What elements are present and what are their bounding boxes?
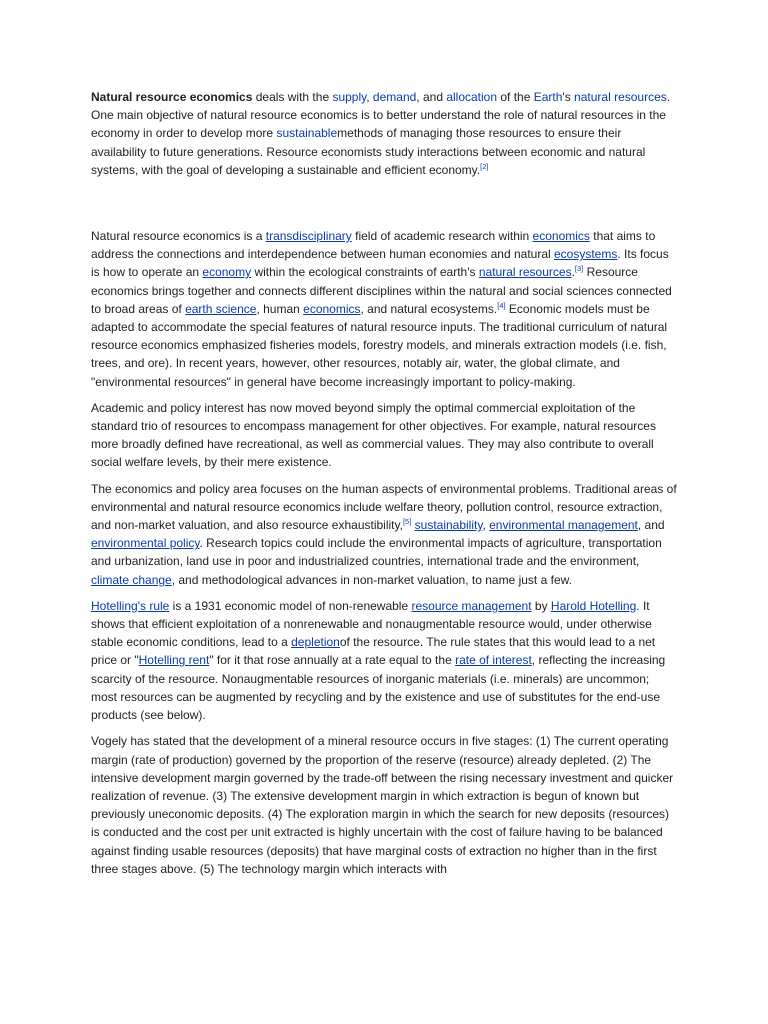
link-earth[interactable]: Earth: [533, 90, 563, 104]
link-ecosystems[interactable]: ecosystems: [554, 247, 618, 262]
paragraph-hotelling: Hotelling's rule is a 1931 economic model of non-renewable resource management by Harold Hotelling. It shows that efficient exploitation of a nonrenewable and nonaugmentable resource would, under otherwise stable economic conditions, lead to a depletionof the resource. The rule states that this would lead to a net price or "Hotelling rent" for it that rose annually at a rate equal to the rate of interest, reflecting the increasing scarcity of the resource. Nonaugmentable resources of inorganic materials (i.e. minerals) are uncommon; most resources can be augmented by recycling and by the existence and use of substitutes for the end-use products (see below).: [91, 598, 666, 723]
paragraph-intro: Natural resource economics deals with the supply, demand, and allocation of the Earth's natural resources. One main objective of natural resource economics is to better understand the role of natural resources in the economy in order to develop more sustainablemethods of managing those resources to ensure their availability to future generations. Resource economists study interactions between economic and natural systems, with the goal of developing a sustainable and efficient economy.[2]: [91, 90, 671, 177]
article-subject: Natural resource economics: [91, 90, 253, 104]
citation-5[interactable]: [5]: [402, 517, 412, 527]
citation-3[interactable]: [3]: [574, 264, 584, 274]
link-environmental-policy[interactable]: environmental policy: [91, 536, 200, 551]
link-hotelling-rent[interactable]: Hotelling rent: [138, 653, 210, 668]
paragraph-vogely: Vogely has stated that the development of a mineral resource occurs in five stages: (1) The current operating margin (rate of production) governed by the proportion of the reserve (resource) already depleted. (2) The intensive development margin governed by the trade-off between the rising necessary investment and quicker realization of revenue. (3) The extensive development margin in which extraction is begun of known but previously uneconomic deposits. (4) The exploration margin in which the search for new deposits (resources) is conducted and the cost per unit extracted is highly uncertain with the cost of failure having to be balanced against finding usable resources (deposits) that have marginal costs of extraction no higher than in the first three stages above. (5) The technology margin which interacts with: [91, 734, 674, 876]
paragraph-policy-area: The economics and policy area focuses on the human aspects of environmental problems. Traditional areas of environmental and natural resource economics include welfare theory, pollution control, resource extraction, and non-market valuation, and also resource exhaustibility,[5] sustainability, environmental management, and environmental policy. Research topics could include the environmental impacts of agriculture, transportation and urbanization, land use in poor and industrialized countries, international trade and the environment, climate change, and methodological advances in non-market valuation, to name just a few.: [91, 481, 677, 587]
citation-4[interactable]: [4]: [497, 300, 506, 310]
paragraph-overview: Natural resource economics is a transdisciplinary field of academic research within economics that aims to address the connections and interdependence between human economies and natural ecosystems. Its focus is how to operate an economy within the ecological constraints of earth's natural resources.[3] Resource economics brings together and connects different disciplines within the natural and social sciences connected to broad areas of earth science, human economics, and natural ecosystems.[4] Economic models must be adapted to accommodate the special features of natural resource inputs. The traditional curriculum of natural resource economics emphasized fisheries models, forestry models, and minerals extraction models (i.e. fish, trees, and ore). In recent years, however, other resources, notably air, water, the global climate, and "environmental resources" in general have become increasingly important to policy-making.: [91, 229, 672, 389]
link-depletion[interactable]: depletion: [291, 635, 340, 650]
link-economics-2[interactable]: economics: [303, 301, 361, 316]
link-natural-resources-2[interactable]: natural resources: [478, 265, 572, 280]
link-hotellings-rule[interactable]: Hotelling's rule: [91, 598, 170, 613]
link-rate-of-interest[interactable]: rate of interest: [455, 653, 532, 668]
link-allocation[interactable]: allocation: [446, 90, 498, 104]
link-sustainable[interactable]: sustainable: [276, 126, 338, 141]
citation-2[interactable]: [2]: [480, 161, 489, 171]
link-transdisciplinary[interactable]: transdisciplinary: [265, 229, 352, 244]
link-harold-hotelling[interactable]: Harold Hotelling: [550, 598, 637, 613]
link-climate-change[interactable]: climate change: [91, 572, 172, 587]
link-resource-management[interactable]: resource management: [411, 598, 532, 613]
link-sustainability[interactable]: sustainability: [414, 518, 483, 533]
link-environmental-management[interactable]: environmental management: [489, 518, 638, 533]
link-economics[interactable]: economics: [532, 229, 590, 244]
link-earth-science[interactable]: earth science: [185, 301, 257, 316]
article-body: [91, 88, 678, 886]
link-natural-resources[interactable]: natural resources: [574, 90, 667, 104]
link-economy[interactable]: economy: [202, 265, 252, 280]
link-supply[interactable]: supply: [332, 90, 367, 104]
link-demand[interactable]: demand: [372, 90, 417, 104]
paragraph-policy-interest: Academic and policy interest has now moved beyond simply the optimal commercial exploitation of the standard trio of resources to encompass management for other objectives. For example, natural resources more broadly defined have recreational, as well as commercial values. They may also contribute to overall social welfare levels, by their mere existence.: [91, 400, 656, 470]
